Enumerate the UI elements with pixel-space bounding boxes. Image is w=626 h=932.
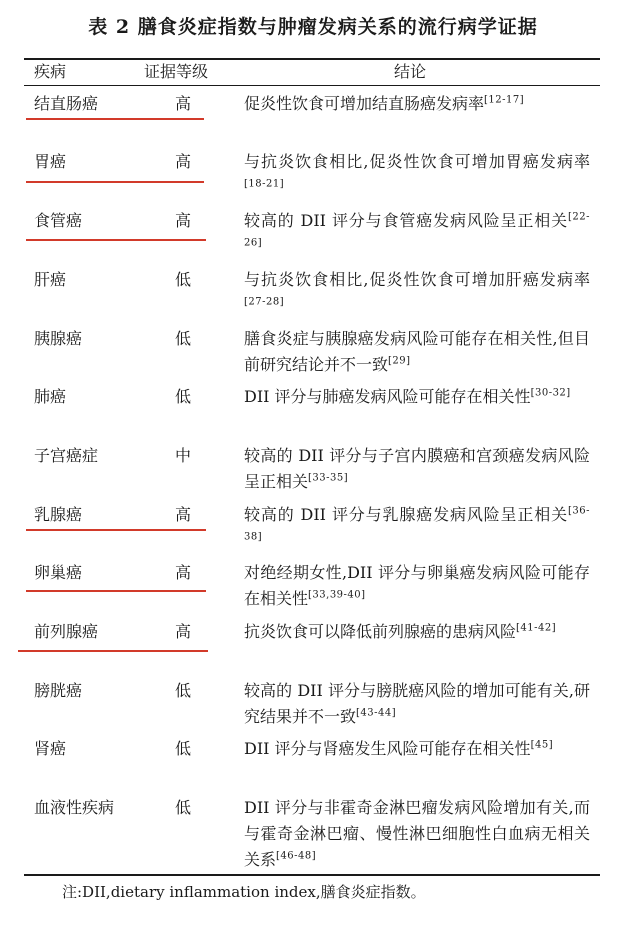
citation-ref: [45] <box>530 739 554 751</box>
highlight-underline <box>26 181 204 183</box>
table-top-rule <box>24 58 600 60</box>
evidence-level-cell: 低 <box>175 270 192 289</box>
evidence-level-cell: 高 <box>175 505 192 524</box>
evidence-level-cell: 低 <box>175 387 192 406</box>
citation-ref: [36-38] <box>244 505 590 543</box>
conclusion-text: 对绝经期女性,DII 评分与卵巢癌发病风险可能存在相关性 <box>244 563 590 608</box>
evidence-level-cell: 低 <box>175 681 192 700</box>
conclusion-text: DII 评分与非霍奇金淋巴瘤发病风险增加有关,而与霍奇金淋巴瘤、慢性淋巴细胞性白血病无相关关系 <box>244 798 590 869</box>
evidence-level-cell: 高 <box>175 211 192 230</box>
conclusion-cell <box>244 149 590 201</box>
citation-ref: [33,39-40] <box>308 589 366 601</box>
conclusion-cell <box>244 795 590 873</box>
citation-ref: [43-44] <box>356 707 397 719</box>
conclusion-cell <box>244 502 590 554</box>
header-conclusion: 结论 <box>394 62 427 81</box>
table-bottom-rule <box>24 874 600 876</box>
citation-ref: [22-26] <box>244 211 590 249</box>
disease-cell: 肺癌 <box>34 387 67 406</box>
disease-cell: 胃癌 <box>34 152 67 171</box>
conclusion-text: 与抗炎饮食相比,促炎性饮食可增加肝癌发病率 <box>244 270 590 289</box>
conclusion-text: 较高的 DII 评分与子宫内膜癌和宫颈癌发病风险呈正相关 <box>244 446 590 491</box>
disease-cell: 前列腺癌 <box>34 622 99 641</box>
conclusion-cell <box>244 443 590 495</box>
citation-ref: [18-21] <box>244 178 285 190</box>
conclusion-cell <box>244 267 590 319</box>
disease-cell: 肾癌 <box>34 739 67 758</box>
disease-cell: 膀胱癌 <box>34 681 83 700</box>
conclusion-text: 促炎性饮食可增加结直肠癌发病率 <box>244 94 485 113</box>
conclusion-text: 与抗炎饮食相比,促炎性饮食可增加胃癌发病率 <box>244 152 590 171</box>
conclusion-cell <box>244 384 590 410</box>
evidence-level-cell: 高 <box>175 94 192 113</box>
header-rule <box>24 85 600 86</box>
highlight-underline <box>26 118 204 120</box>
highlight-underline <box>18 650 208 652</box>
evidence-level-cell: 低 <box>175 798 192 817</box>
conclusion-cell <box>244 619 590 645</box>
disease-cell: 血液性疾病 <box>34 798 115 817</box>
disease-cell: 肝癌 <box>34 270 67 289</box>
highlight-underline <box>26 590 206 592</box>
evidence-level-cell: 低 <box>175 739 192 758</box>
disease-cell: 胰腺癌 <box>34 329 83 348</box>
citation-ref: [12-17] <box>484 94 525 106</box>
conclusion-cell <box>244 91 590 117</box>
conclusion-text: 较高的 DII 评分与食管癌发病风险呈正相关 <box>244 211 568 230</box>
conclusion-cell <box>244 560 590 612</box>
citation-ref: [46-48] <box>276 850 317 862</box>
evidence-level-cell: 中 <box>175 446 192 465</box>
highlight-underline <box>26 239 206 241</box>
table-title: 表 2 膳食炎症指数与肿瘤发病关系的流行病学证据 <box>88 16 538 38</box>
conclusion-text: 较高的 DII 评分与乳腺癌发病风险呈正相关 <box>244 505 568 524</box>
citation-ref: [27-28] <box>244 296 285 308</box>
evidence-level-cell: 高 <box>175 622 192 641</box>
conclusion-text: 膳食炎症与胰腺癌发病风险可能存在相关性,但目前研究结论并不一致 <box>244 329 590 374</box>
header-level: 证据等级 <box>144 62 209 81</box>
conclusion-text: 抗炎饮食可以降低前列腺癌的患病风险 <box>244 622 517 641</box>
disease-cell: 食管癌 <box>34 211 83 230</box>
conclusion-text: DII 评分与肾癌发生风险可能存在相关性 <box>244 739 531 758</box>
conclusion-cell <box>244 208 590 260</box>
conclusion-cell <box>244 736 590 762</box>
citation-ref: [30-32] <box>530 387 571 399</box>
disease-cell: 子宫癌症 <box>34 446 99 465</box>
evidence-level-cell: 高 <box>175 563 192 582</box>
evidence-level-cell: 高 <box>175 152 192 171</box>
header-disease: 疾病 <box>34 62 67 81</box>
citation-ref: [29] <box>388 355 411 367</box>
highlight-underline <box>26 529 206 531</box>
conclusion-cell <box>244 326 590 378</box>
evidence-level-cell: 低 <box>175 329 192 348</box>
citation-ref: [33-35] <box>308 472 349 484</box>
conclusion-text: DII 评分与肺癌发病风险可能存在相关性 <box>244 387 531 406</box>
citation-ref: [41-42] <box>516 622 557 634</box>
conclusion-cell <box>244 678 590 730</box>
table-note: 注:DII,dietary inflammation index,膳食炎症指数。 <box>62 883 426 901</box>
disease-cell: 乳腺癌 <box>34 505 83 524</box>
disease-cell: 结直肠癌 <box>34 94 99 113</box>
conclusion-text: 较高的 DII 评分与膀胱癌风险的增加可能有关,研究结果并不一致 <box>244 681 590 726</box>
disease-cell: 卵巢癌 <box>34 563 83 582</box>
